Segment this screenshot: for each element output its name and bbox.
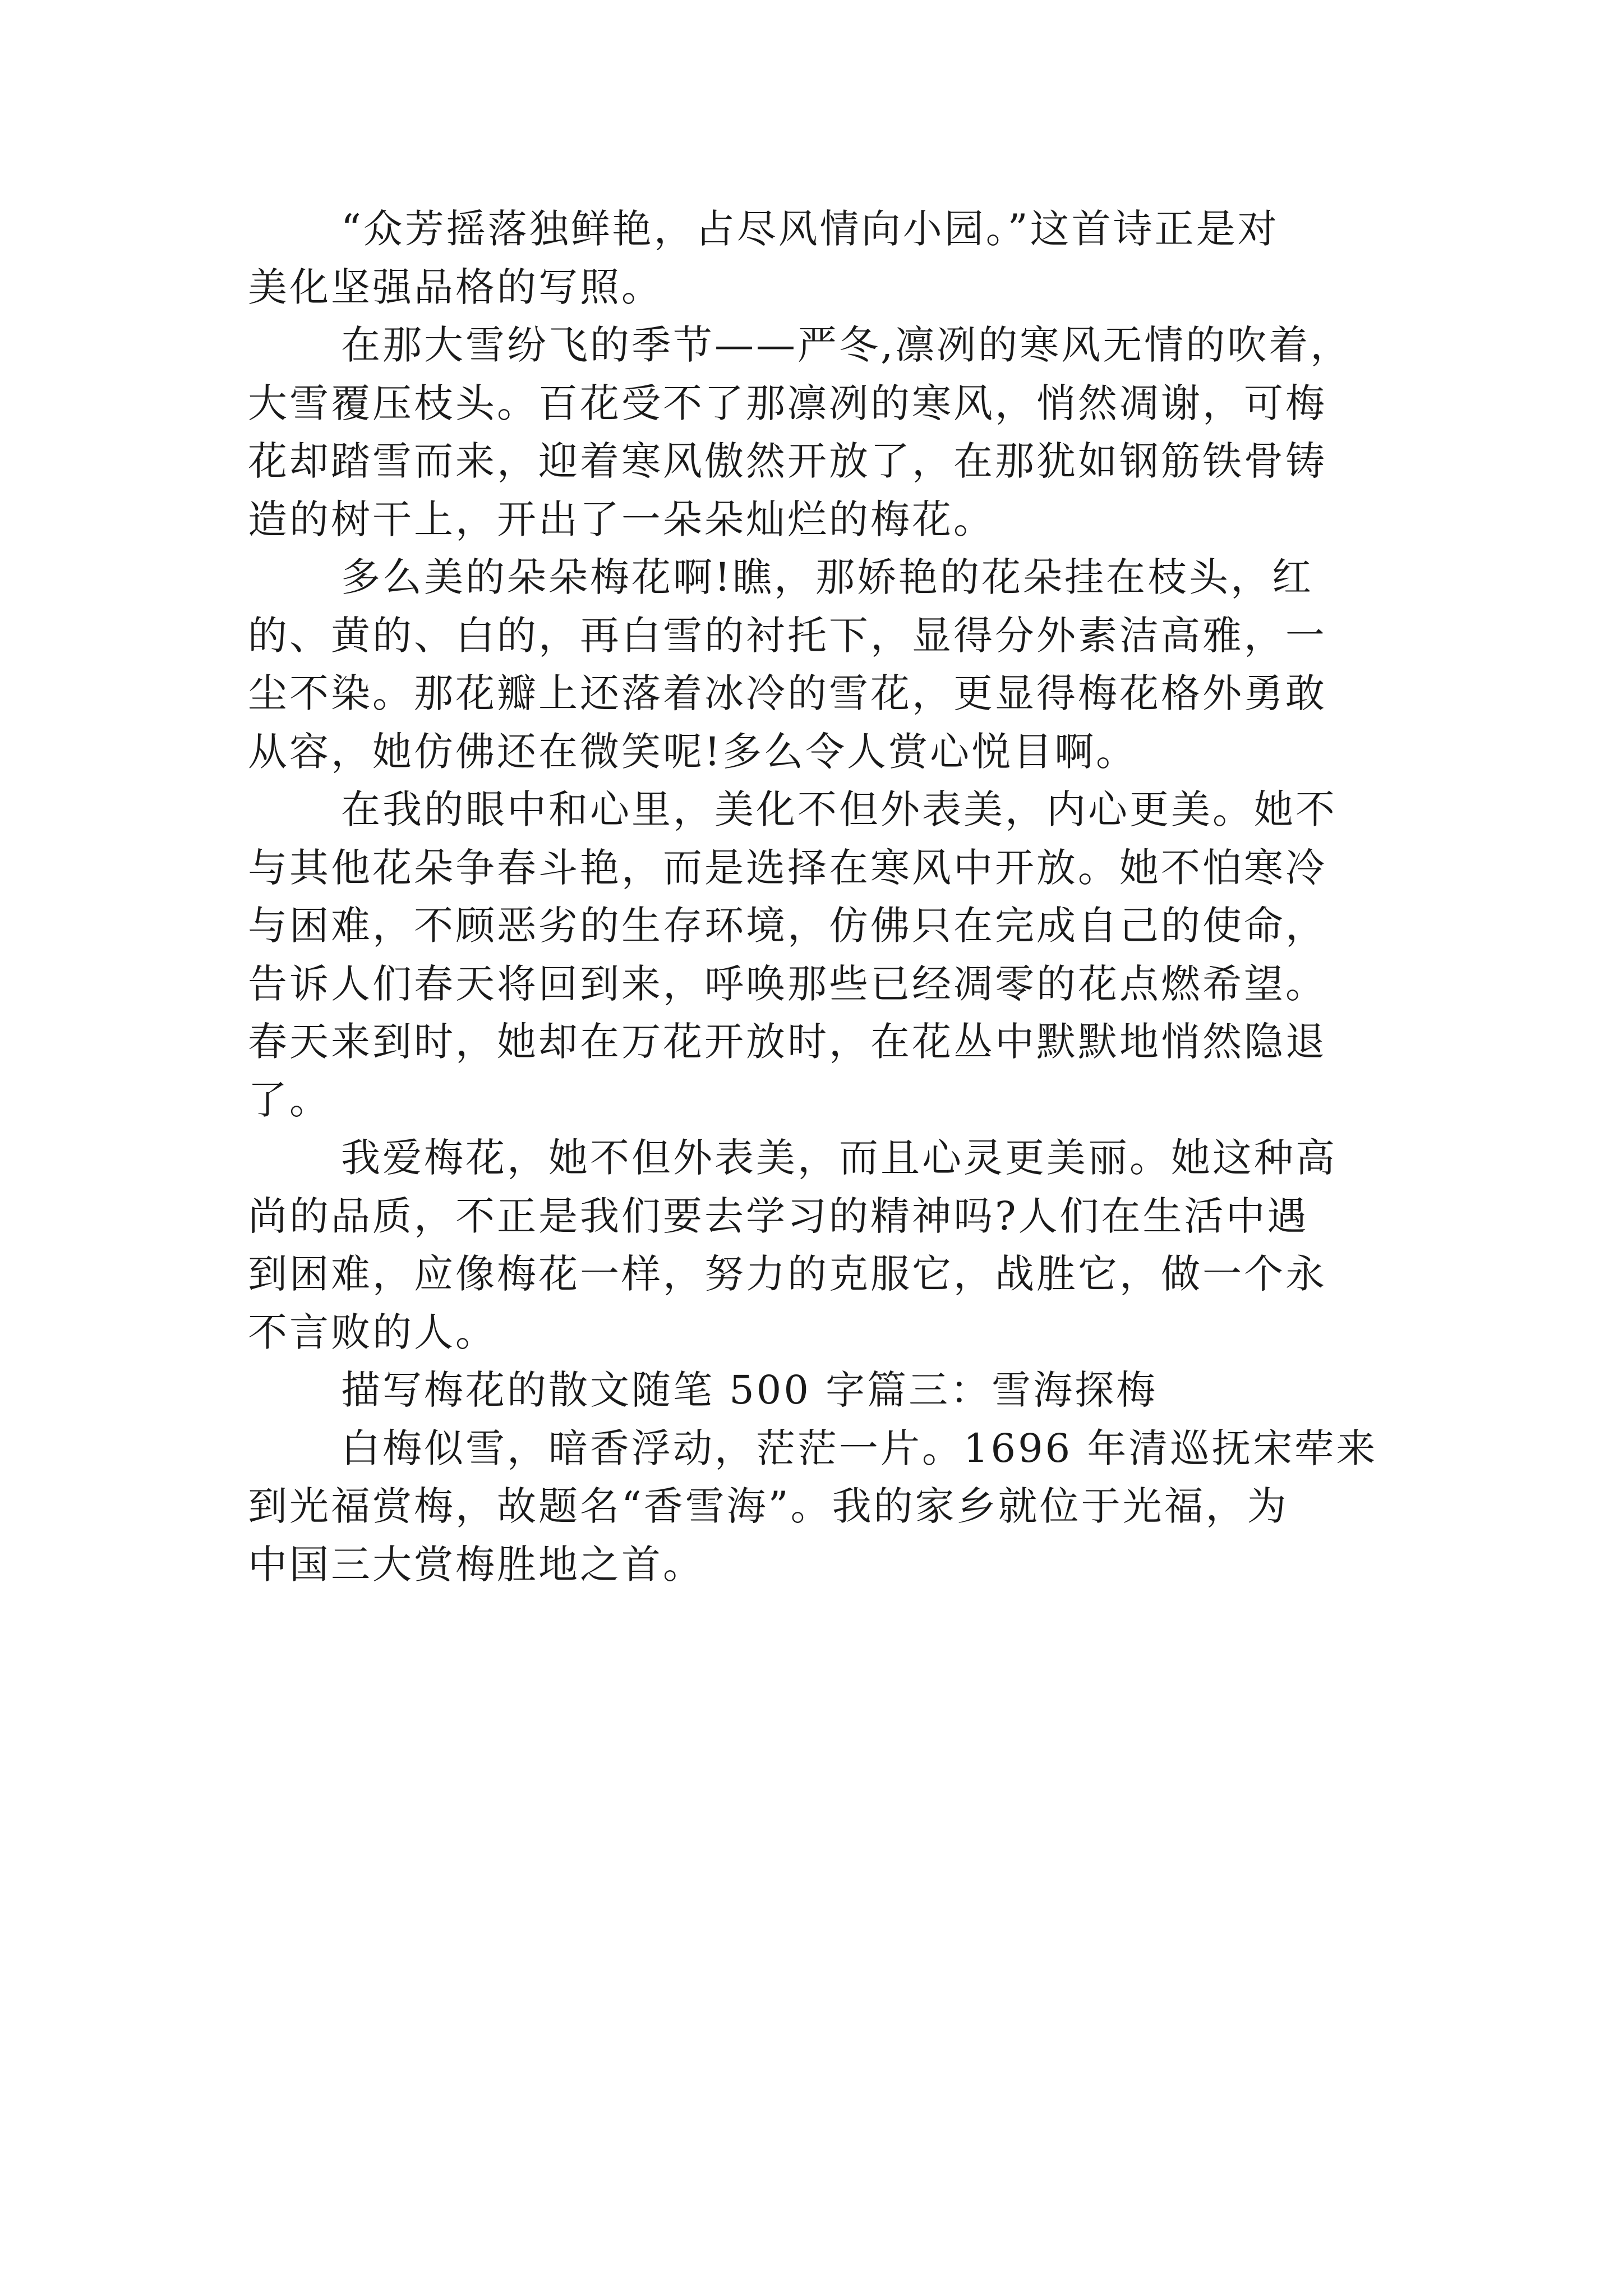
text-line: 到光福赏梅，故题名“香雪海”。我的家乡就位于光福，为 (248, 1483, 1289, 1529)
text-line: “众芳摇落独鲜艳，占尽风情向小园。”这首诗正是对 (341, 206, 1279, 252)
text-line: 不言败的人。 (248, 1309, 497, 1355)
text-line: 白梅似雪，暗香浮动，茫茫一片。1696 年清巡抚宋荦来 (341, 1425, 1378, 1471)
text-line: 了。 (248, 1076, 331, 1123)
text-line: 多么美的朵朵梅花啊!瞧，那娇艳的花朵挂在枝头，红 (341, 554, 1314, 600)
text-line: 在我的眼中和心里，美化不但外表美，内心更美。她不 (341, 786, 1337, 832)
section-heading: 描写梅花的散文随笔 500 字篇三：雪海探梅 (341, 1367, 1158, 1413)
text-line: 中国三大赏梅胜地之首。 (248, 1541, 704, 1588)
text-line: 到困难，应像梅花一样，努力的克服它，战胜它，做一个永 (248, 1251, 1327, 1297)
text-line: 在那大雪纷飞的季节——严冬,凛冽的寒风无情的吹着， (341, 322, 1352, 368)
text-line: 大雪覆压枝头。百花受不了那凛冽的寒风，悄然凋谢，可梅 (248, 380, 1327, 426)
text-line: 造的树干上，开出了一朵朵灿烂的梅花。 (248, 496, 995, 542)
text-line: 美化坚强品格的写照。 (248, 264, 663, 310)
document-body (248, 200, 1414, 1594)
text-line: 与其他花朵争春斗艳，而是选择在寒风中开放。她不怕寒冷 (248, 844, 1327, 891)
text-line: 告诉人们春天将回到来，呼唤那些已经凋零的花点燃希望。 (248, 960, 1327, 1007)
text-line: 与困难，不顾恶劣的生存环境，仿佛只在完成自己的使命， (248, 903, 1327, 949)
text-line: 从容，她仿佛还在微笑呢!多么令人赏心悦目啊。 (248, 728, 1138, 775)
text-line: 尘不染。那花瓣上还落着冰冷的雪花，更显得梅花格外勇敢 (248, 670, 1327, 716)
text-line: 花却踏雪而来，迎着寒风傲然开放了，在那犹如钢筋铁骨铸 (248, 438, 1327, 484)
text-line: 我爱梅花，她不但外表美，而且心灵更美丽。她这种高 (341, 1135, 1337, 1181)
text-line: 的、黄的、白的，再白雪的衬托下，显得分外素洁高雅，一 (248, 612, 1327, 659)
text-line: 尚的品质，不正是我们要去学习的精神吗?人们在生活中遇 (248, 1193, 1309, 1239)
text-line: 春天来到时，她却在万花开放时，在花丛中默默地悄然隐退 (248, 1019, 1327, 1065)
